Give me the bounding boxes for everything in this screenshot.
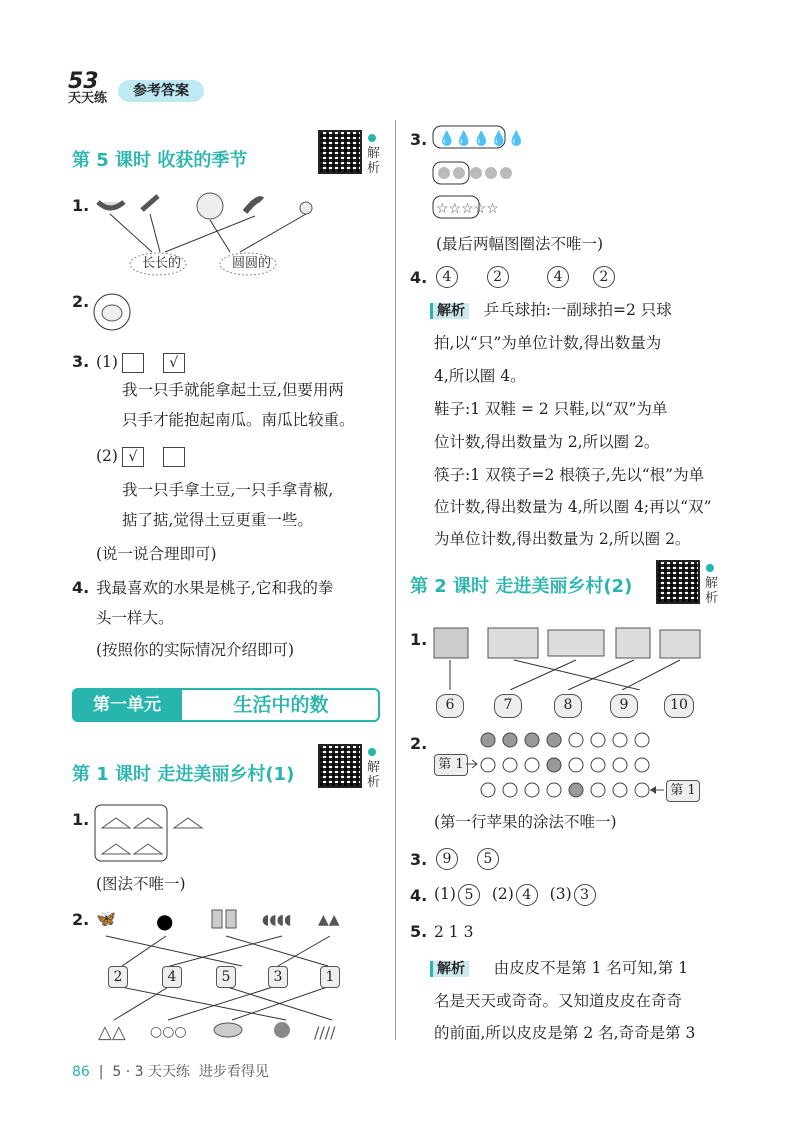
l1-q2-number-box: 1 [320, 966, 340, 988]
lesson1-title: 第 1 课时 走进美丽乡村(1) [72, 764, 295, 785]
l1-q2-number-box: 3 [268, 966, 288, 988]
r-q3-number: 3. [410, 130, 428, 149]
ball-icon [438, 167, 450, 179]
eggplant-icon [245, 199, 262, 212]
q1-label-long: 长长的 [142, 256, 182, 271]
r-q4-analysis-line5: 位计数,得出数量为 2,所以圈 2。 [434, 433, 660, 451]
q3-part2-box-empty [163, 447, 185, 467]
q1-label-round: 圆圆的 [232, 256, 272, 271]
l2-q1-number-box: 7 [494, 694, 522, 718]
q3-part1-line1: 我一只手就能拿起土豆,但要用两 [122, 381, 344, 399]
q3-part2-line1: 我一只手拿土豆,一只手拿青椒, [122, 481, 334, 499]
l2-q1-number-box: 10 [664, 694, 694, 718]
l2-q1-number-box: 6 [436, 694, 464, 718]
l2-q3-number: 3. [410, 850, 428, 869]
lesson2-title: 第 2 课时 走进美丽乡村(2) [410, 576, 633, 597]
q3-part1-boxes: (1) √ [96, 352, 185, 373]
r-q4-analysis-line8: 为单位计数,得出数量为 2,所以圈 2。 [434, 530, 691, 548]
cabbage-circled-figure [92, 292, 132, 332]
l1-q1-number: 1. [72, 810, 90, 829]
l2-q3-circles: 9 5 [434, 848, 501, 870]
page-footer: 86 | 5 · 3 天天练 进步看得见 [72, 1064, 269, 1080]
l2-q4-answers: (1) 5 (2) 4 (3) 3 [434, 884, 598, 906]
qr-label: 解析 [367, 760, 381, 790]
qr-code-lesson2[interactable] [656, 560, 700, 604]
pumpkin-icon [197, 193, 223, 219]
peanut-icon [488, 628, 538, 658]
l2-q5-answer: 2 1 3 [434, 923, 474, 941]
l1-q2-number-box: 4 [162, 966, 182, 988]
circles-icon: ○○○ [150, 1024, 187, 1040]
chili-icon: 💧💧💧💧💧 [438, 131, 526, 147]
l1-q1-note: (图法不唯一) [96, 875, 186, 893]
apple-row-3 [481, 783, 649, 797]
bottle-icon [212, 910, 222, 928]
l2-q5-analysis-line1: 解析 由皮皮不是第 1 名可知,第 1 [430, 958, 688, 979]
hanger-icon [134, 844, 162, 854]
robot-icon: ● [156, 909, 174, 933]
page-number: 86 [72, 1064, 90, 1080]
hangers-figure [94, 804, 224, 864]
l1-q2-number: 2. [72, 910, 90, 929]
l2-q1-number-box: 9 [610, 694, 638, 718]
carrots-icon: //// [314, 1023, 336, 1042]
shell-icon: ◖◖◖◖ [262, 912, 292, 928]
q3-part1-box-checked: √ [163, 353, 185, 373]
r-q3-note: (最后两幅图圈法不唯一) [436, 235, 604, 253]
l2-q1-number-box: 8 [554, 694, 582, 718]
l2-q2-label-first: 第 1 [434, 754, 468, 776]
q4-number: 4. [72, 578, 90, 597]
q3-part2-line2: 掂了掂,觉得土豆更重一些。 [122, 511, 313, 529]
l2-q2-label-last: 第 1 [666, 780, 700, 802]
r-q4-analysis-line2: 拍,以“只”为单位计数,得出数量为 [434, 334, 662, 352]
q3-part1-line2: 只手才能抱起南瓜。南瓜比较重。 [122, 411, 355, 429]
r-q4-analysis-line4: 鞋子:1 双鞋 = 2 只鞋,以“双”为单 [434, 400, 668, 418]
r-q4-number: 4. [410, 268, 428, 287]
q1-matching-figure [90, 190, 330, 280]
column-divider [395, 120, 396, 1040]
r-q4-circles: 4 2 4 2 [434, 266, 617, 288]
apple-row-2 [481, 758, 649, 772]
unit-label: 第一单元 [72, 688, 182, 722]
l2-q5-number: 5. [410, 922, 428, 941]
l2-q1-matching-figure [430, 624, 710, 690]
fruit-icon [660, 630, 700, 658]
q3-part1-box-empty [122, 353, 144, 373]
q4-line1: 我最喜欢的水果是桃子,它和我的拳 [96, 579, 334, 597]
strawberry-icon [548, 630, 604, 656]
l2-q2-note: (第一行苹果的涂法不唯一) [434, 813, 617, 831]
qr-dot-icon [368, 748, 376, 756]
hanger-icon [102, 818, 130, 828]
book-slogan: 进步看得见 [198, 1064, 269, 1080]
l2-q1-number: 1. [410, 630, 428, 649]
hanger-icon [134, 818, 162, 828]
qr-code-lesson5[interactable] [318, 130, 362, 174]
l2-q5-analysis-line2: 名是天天或奇奇。又知道皮皮在奇奇 [434, 992, 683, 1010]
q3-part2-boxes: (2) √ [96, 446, 185, 467]
r-q4-analysis-line1: 解析 乒乓球拍:一副球拍=2 只球 [430, 300, 672, 321]
r-q4-analysis-line3: 4,所以圈 4。 [434, 367, 526, 385]
apple-icon [481, 733, 495, 747]
l2-q4-number: 4. [410, 886, 428, 905]
q4-line2: 头一样大。 [96, 609, 174, 627]
logo: 53 天天练 [68, 69, 108, 106]
unit-title: 生活中的数 [233, 694, 329, 716]
banana-icon [98, 202, 124, 208]
r-q4-analysis-line7: 位计数,得出数量为 4,所以圈 4;再以“双” [434, 498, 712, 516]
answer-tag: 参考答案 [118, 80, 204, 102]
hanger-icon [102, 844, 130, 854]
bread-icon [434, 628, 468, 658]
q3-note: (说一说合理即可) [96, 545, 217, 563]
r-q4-analysis-line6: 筷子:1 双筷子=2 根筷子,先以“根”为单 [434, 466, 705, 484]
qr-dot-icon [706, 564, 714, 572]
l1-q2-number-box: 2 [108, 966, 128, 988]
hanger-icon [174, 818, 202, 828]
q3-number: 3. [72, 352, 90, 371]
qr-label: 解析 [705, 576, 719, 606]
cabbage-icon [102, 305, 122, 321]
r-q3-circled-figures [432, 124, 542, 222]
triangles-icon: △△ [98, 1022, 126, 1043]
q3-part2-box-checked: √ [122, 447, 144, 467]
book-name: 5 · 3 天天练 [112, 1064, 190, 1080]
pills-icon [214, 1023, 242, 1037]
onion-icon [300, 202, 312, 214]
star-icon: ☆☆☆☆☆ [436, 201, 499, 217]
q2-number: 2. [72, 292, 90, 311]
pyramid-icon: ▲▲ [318, 912, 340, 928]
lesson5-title: 第 5 课时 收获的季节 [72, 150, 248, 171]
qr-label: 解析 [367, 146, 381, 176]
q4-note: (按照你的实际情况介绍即可) [96, 641, 295, 659]
l1-q2-number-box: 5 [216, 966, 236, 988]
butterfly-icon: 🦋 [96, 909, 116, 928]
apple-row-1 [481, 733, 649, 747]
qr-code-lesson1[interactable] [318, 744, 362, 788]
l2-q5-analysis-line3: 的前面,所以皮皮是第 2 名,奇奇是第 3 [434, 1024, 696, 1042]
arrow-right-icon [466, 758, 480, 770]
chili-icon [616, 628, 650, 658]
carrot-icon [142, 196, 158, 210]
l2-q2-number: 2. [410, 734, 428, 753]
qr-dot-icon [368, 134, 376, 142]
q1-number: 1. [72, 196, 90, 215]
apple-icon [274, 1022, 290, 1038]
